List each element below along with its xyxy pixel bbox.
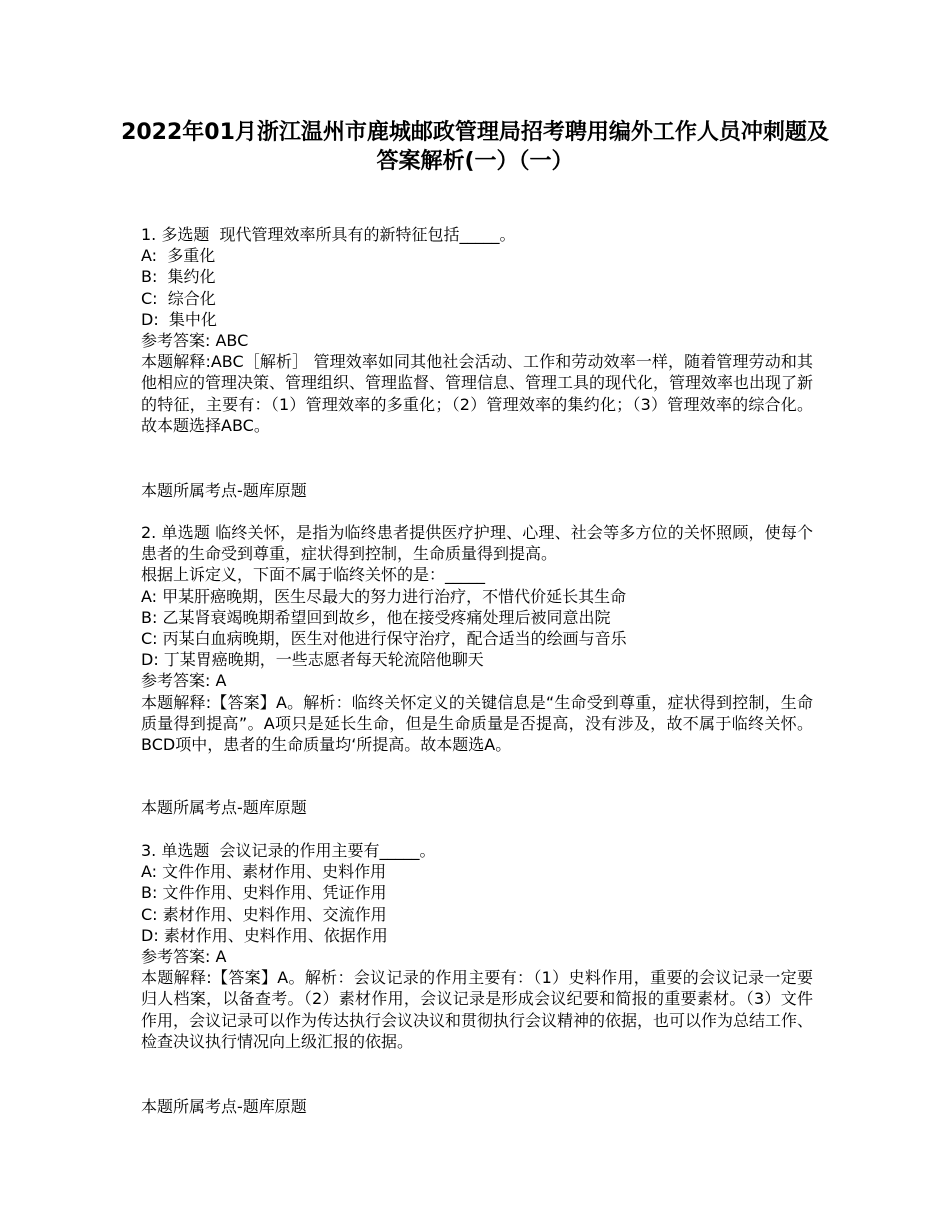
option-c: C: 素材作用、史料作用、交流作用 [141, 904, 387, 924]
option-a: A: 多重化 [141, 246, 216, 266]
question-stem: 2. 单选题 临终关怀，是指为临终患者提供医疗护理、心理、社会等多方位的关怀照顾，使每个患者的生命受到尊重，症状得到控制，生命质量得到提高。 [141, 523, 813, 564]
option-c: C: 丙某白血病晚期，医生对他进行保守治疗，配合适当的绘画与音乐 [141, 629, 627, 649]
answer-explanation: 本题解释:【答案】A。解析：会议记录的作用主要有：（1）史料作用，重要的会议记录一定要归人档案，以备查考。（2）素材作用，会议记录是形成会议纪要和简报的重要素材。（3）文件作用，会议记录可以作为传达执行会议决议和贯彻执行会议精神的依据，也可以作为总结工作、检查决议执行情况向上级汇报的依据。 [141, 968, 814, 1051]
option-b: B: 文件作用、史料作用、凭证作用 [141, 883, 387, 903]
option-b: B: 集约化 [141, 267, 216, 287]
question-stem-continued: 根据上诉定义，下面不属于临终关怀的是：_____ [141, 565, 486, 585]
knowledge-point: 本题所属考点-题库原题 [141, 481, 307, 500]
reference-answer: 参考答案: A [141, 671, 227, 691]
question-1 [141, 224, 813, 436]
document-title: 2022年01月浙江温州市鹿城邮政管理局招考聘用编外工作人员冲刺题及答案解析(一）（一） [121, 120, 829, 174]
option-d: D: 集中化 [141, 309, 217, 329]
question-stem: 1. 多选题 现代管理效率所具有的新特征包括_____。 [141, 225, 516, 244]
knowledge-point: 本题所属考点-题库原题 [141, 1097, 307, 1116]
option-c: C: 综合化 [141, 288, 216, 308]
question-stem: 3. 单选题 会议记录的作用主要有_____。 [141, 841, 436, 860]
knowledge-point: 本题所属考点-题库原题 [141, 798, 307, 817]
option-d: D: 丁某胃癌晚期，一些志愿者每天轮流陪他聊天 [141, 650, 484, 670]
option-a: A: 甲某肝癌晚期，医生尽最大的努力进行治疗，不惜代价延长其生命 [141, 586, 627, 606]
question-3 [141, 840, 813, 1052]
reference-answer: 参考答案: A [141, 947, 227, 967]
answer-explanation: 本题解释:【答案】A。解析：临终关怀定义的关键信息是“生命受到尊重，症状得到控制，生命质量得到提高”。A项只是延长生命，但是生命质量是否提高，没有涉及，故不属于临终关怀。BCD项中，患者的生命质量均‘所提高。故本题选A。 [141, 692, 813, 755]
answer-explanation: 本题解释:ABC［解析］ 管理效率如同其他社会活动、工作和劳动效率一样，随着管理劳动和其他相应的管理决策、管理组织、管理监督、管理信息、管理工具的现代化，管理效率也出现了新的特征，主要有：（1）管理效率的多重化；（2）管理效率的集约化；（3）管理效率的综合化。故本题选择ABC。 [141, 352, 814, 435]
question-2 [141, 522, 813, 755]
option-d: D: 素材作用、史料作用、依据作用 [141, 925, 388, 945]
reference-answer: 参考答案: ABC [141, 331, 249, 351]
option-a: A: 文件作用、素材作用、史料作用 [141, 862, 387, 882]
option-b: B: 乙某肾衰竭晚期希望回到故乡，他在接受疼痛处理后被同意出院 [141, 607, 611, 627]
